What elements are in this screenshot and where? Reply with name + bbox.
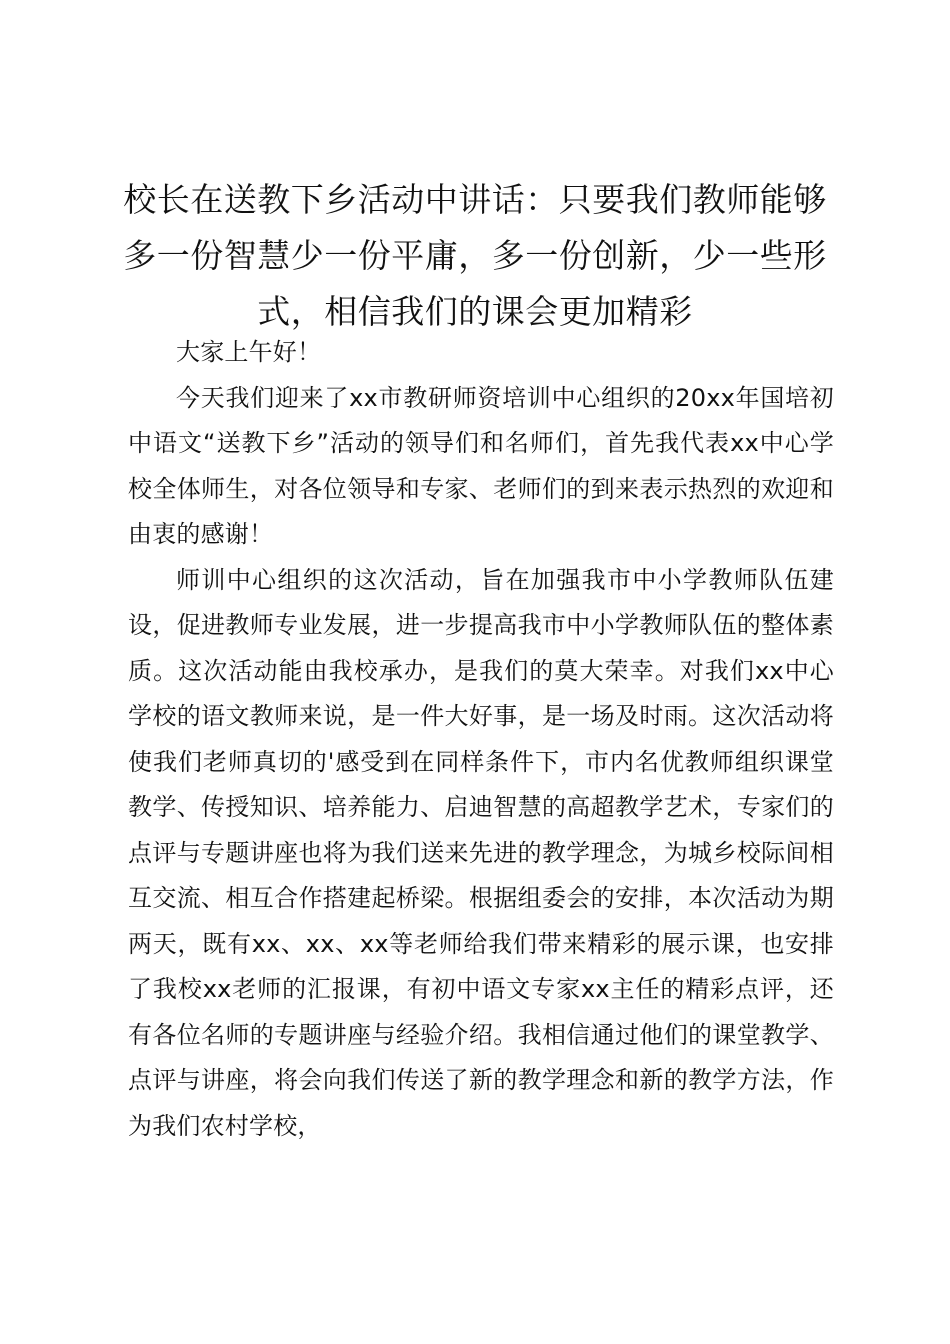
document-title: 校长在送教下乡活动中讲话：只要我们教师能够多一份智慧少一份平庸，多一份创新，少一些形式，相信我们的课会更加精彩 xyxy=(123,180,827,331)
activity-paragraph: 师训中心组织的这次活动，旨在加强我市中小学教师队伍建设，促进教师专业发展，进一步提高我市中小学教师队伍的整体素质。这次活动能由我校承办，是我们的莫大荣幸。对我们xx中心学校的语文教师来说，是一件大好事，是一场及时雨。这次活动将使我们老师真切的'感受到在同样条件下，市内名优教师组织课堂教学、传授知识、培养能力、启迪智慧的高超教学艺术，专家们的点评与专题讲座也将为我们送来先进的教学理念，为城乡校际间相互交流、相互合作搭建起桥梁。根据组委会的安排，本次活动为期两天，既有xx、xx、xx等老师给我们带来精彩的展示课，也安排了我校xx老师的汇报课，有初中语文专家xx主任的精彩点评，还有各位名师的专题讲座与经验介绍。我相信通过他们的课堂教学、点评与讲座，将会向我们传送了新的教学理念和新的教学方法，作为我们农村学校， xyxy=(128,565,834,1140)
greeting-paragraph: 大家上午好！ xyxy=(176,338,322,366)
welcome-paragraph: 今天我们迎来了xx市教研师资培训中心组织的20xx年国培初中语文“送教下乡”活动的领导们和名师们，首先我代表xx中心学校全体师生，对各位领导和专家、老师们的到来表示热烈的欢迎和由衷的感谢！ xyxy=(128,383,834,548)
document-body xyxy=(128,330,834,1149)
